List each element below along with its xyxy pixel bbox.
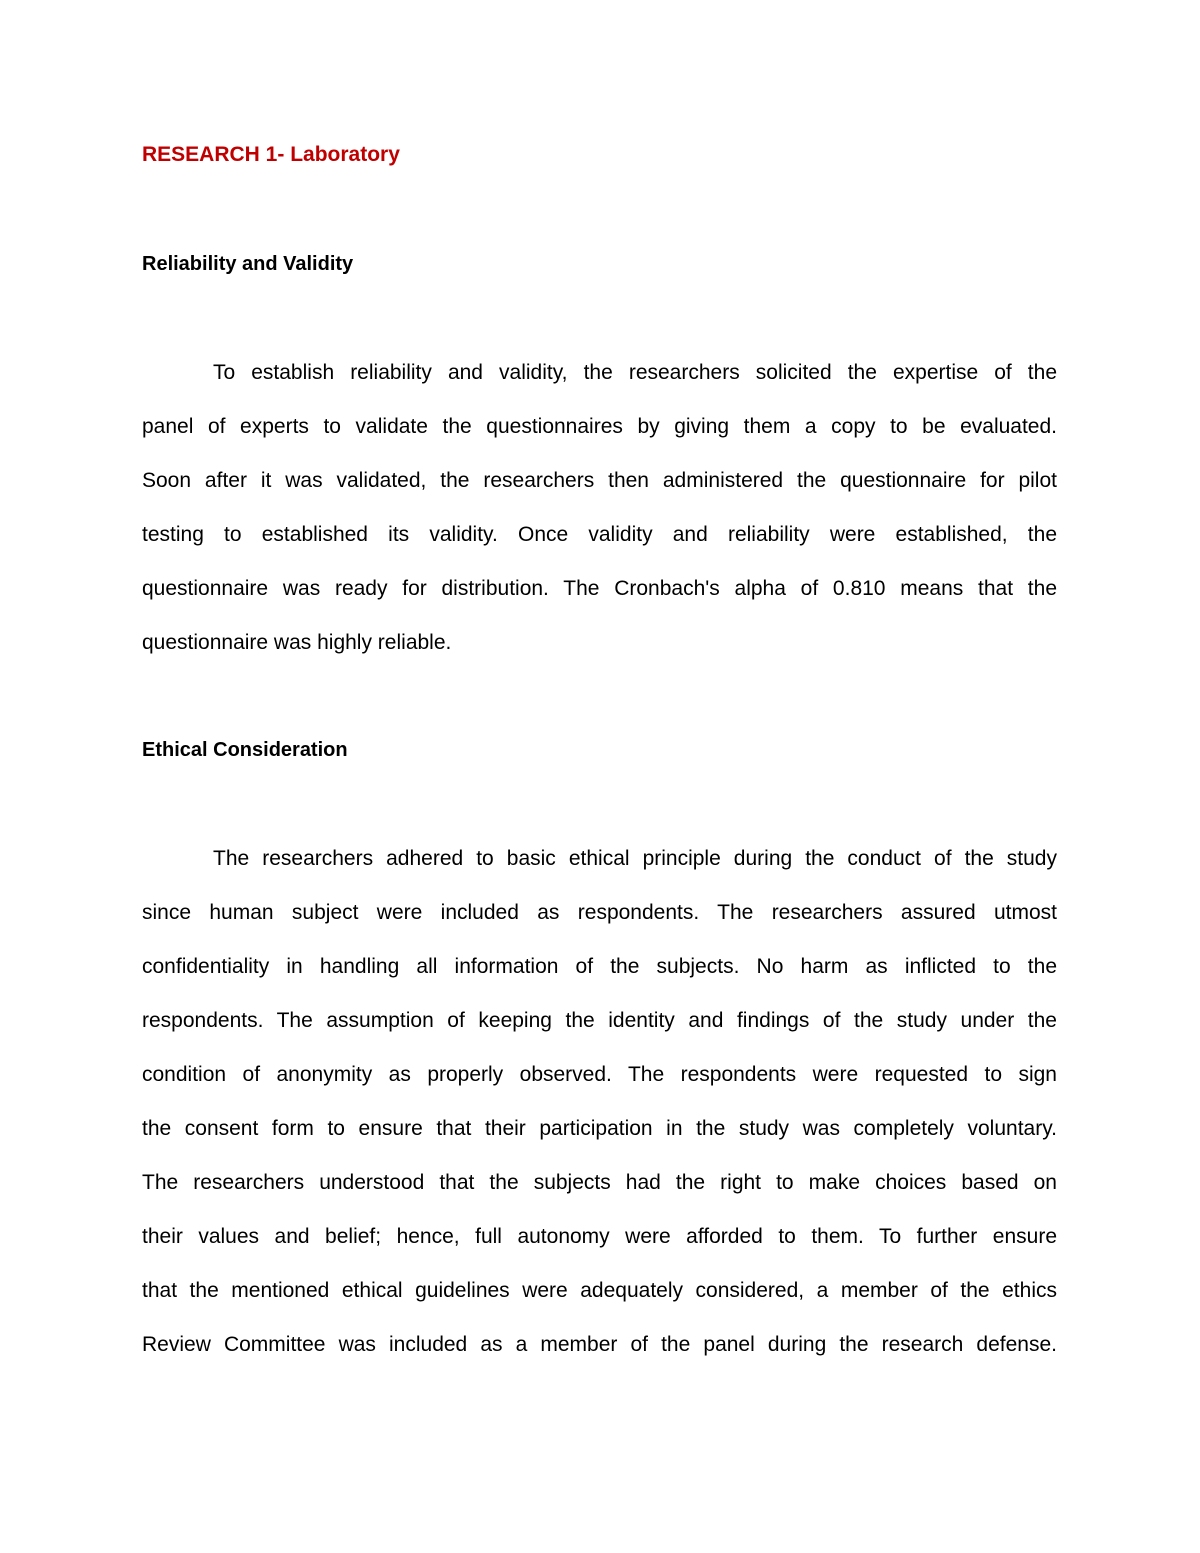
document-title: [142, 140, 400, 170]
paragraph-line: The researchers understood that the subjects had the right to make choices based on: [142, 1171, 1057, 1194]
paragraph-ethical-consideration: [142, 845, 1057, 1385]
paragraph-line: the consent form to ensure that their participation in the study was completely voluntary.: [142, 1117, 1057, 1140]
paragraph-line: questionnaire was ready for distribution. The Cronbach's alpha of 0.810 means that the: [142, 577, 1057, 600]
paragraph-line: that the mentioned ethical guidelines were adequately considered, a member of the ethics: [142, 1279, 1057, 1302]
paragraph-line: The researchers adhered to basic ethical principle during the conduct of the study: [213, 847, 1057, 870]
paragraph-line: respondents. The assumption of keeping the identity and findings of the study under the: [142, 1009, 1057, 1032]
paragraph-line: since human subject were included as respondents. The researchers assured utmost: [142, 901, 1057, 924]
paragraph-line: testing to established its validity. Once validity and reliability were established, the: [142, 523, 1057, 546]
paragraph-line: condition of anonymity as properly observed. The respondents were requested to sign: [142, 1063, 1057, 1086]
paragraph-line: questionnaire was highly reliable.: [142, 631, 452, 654]
paragraph-line: Review Committee was included as a member of the panel during the research defense.: [142, 1333, 1057, 1356]
paragraph-line: To establish reliability and validity, the researchers solicited the expertise of the: [213, 361, 1057, 384]
paragraph-reliability-validity: [142, 359, 1057, 683]
document-title-prefix: RESEARCH 1-: [142, 143, 285, 166]
paragraph-line: panel of experts to validate the questionnaires by giving them a copy to be evaluated.: [142, 415, 1057, 438]
paragraph-line: Soon after it was validated, the researchers then administered the questionnaire for pilot: [142, 469, 1057, 492]
document-title-suffix: Laboratory: [284, 143, 400, 166]
paragraph-line: their values and belief; hence, full autonomy were afforded to them. To further ensure: [142, 1225, 1057, 1248]
section-heading-ethical-consideration: Ethical Consideration: [142, 739, 348, 761]
section-heading-reliability-validity: Reliability and Validity: [142, 253, 354, 275]
paragraph-line: confidentiality in handling all information of the subjects. No harm as inflicted to the: [142, 955, 1057, 978]
